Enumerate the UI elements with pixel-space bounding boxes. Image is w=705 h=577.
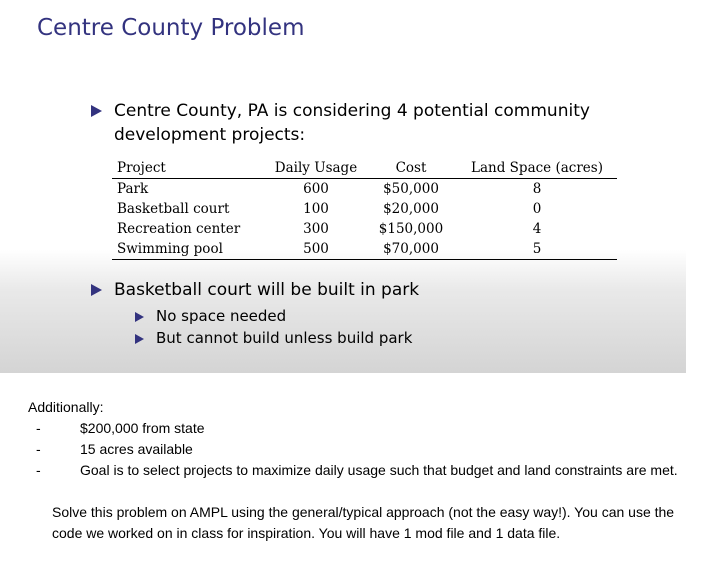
cell-land: 8 — [532, 181, 542, 197]
table-row — [112, 219, 617, 239]
cell-cost: $20,000 — [383, 201, 439, 217]
list-item — [28, 460, 693, 481]
sub-bullet-1: No space needed — [156, 307, 287, 325]
cell-project: Recreation center — [117, 221, 241, 237]
bullet-triangle-icon — [91, 284, 102, 296]
table-row — [112, 199, 617, 219]
header-project: Project — [117, 160, 166, 176]
table-header-row — [112, 158, 617, 179]
list-item-text: Goal is to select projects to maximize daily usage such that budget and land constraints are met. — [80, 462, 678, 478]
cell-land: 4 — [532, 221, 542, 237]
assignment-notes — [28, 397, 693, 544]
header-daily-usage: Daily Usage — [274, 160, 358, 176]
list-item — [28, 418, 693, 439]
list-item-text: $200,000 from state — [80, 420, 205, 436]
notes-list — [28, 418, 693, 481]
sub-bullet-triangle-icon — [135, 312, 144, 322]
dash-bullet: - — [36, 462, 41, 478]
bullet-2: Basketball court will be built in park — [114, 280, 420, 300]
list-item — [28, 439, 693, 460]
cell-land: 5 — [532, 241, 542, 257]
cell-project: Basketball court — [117, 201, 230, 217]
header-land-space: Land Space (acres) — [471, 160, 603, 176]
notes-heading: Additionally: — [28, 399, 104, 415]
slide-title: Centre County Problem — [37, 15, 305, 41]
cell-project: Swimming pool — [117, 241, 223, 257]
cell-land: 0 — [532, 201, 542, 217]
cell-usage: 300 — [303, 221, 329, 237]
projects-table — [112, 158, 617, 260]
list-item-text: 15 acres available — [80, 441, 193, 457]
table-row — [112, 179, 617, 200]
bullet-1-line-1: Centre County, PA is considering 4 potential community — [114, 101, 590, 121]
cell-cost: $50,000 — [383, 181, 439, 197]
header-cost: Cost — [395, 160, 427, 176]
instructions-paragraph: Solve this problem on AMPL using the general/typical approach (not the easy way!). You can use the code we worked on in class for inspiration. You will have 1 mod file and 1 data file. — [52, 504, 675, 541]
bullet-triangle-icon — [91, 105, 102, 117]
dash-bullet: - — [36, 420, 41, 436]
sub-bullet-triangle-icon — [135, 334, 144, 344]
cell-project: Park — [117, 181, 149, 197]
cell-usage: 600 — [303, 181, 329, 197]
table-row — [112, 239, 617, 260]
cell-usage: 100 — [303, 201, 329, 217]
sub-bullet-2: But cannot build unless build park — [156, 329, 413, 347]
dash-bullet: - — [36, 441, 41, 457]
cell-cost: $70,000 — [383, 241, 439, 257]
cell-cost: $150,000 — [378, 221, 444, 237]
cell-usage: 500 — [303, 241, 329, 257]
bullet-1-line-2: development projects: — [114, 125, 306, 145]
